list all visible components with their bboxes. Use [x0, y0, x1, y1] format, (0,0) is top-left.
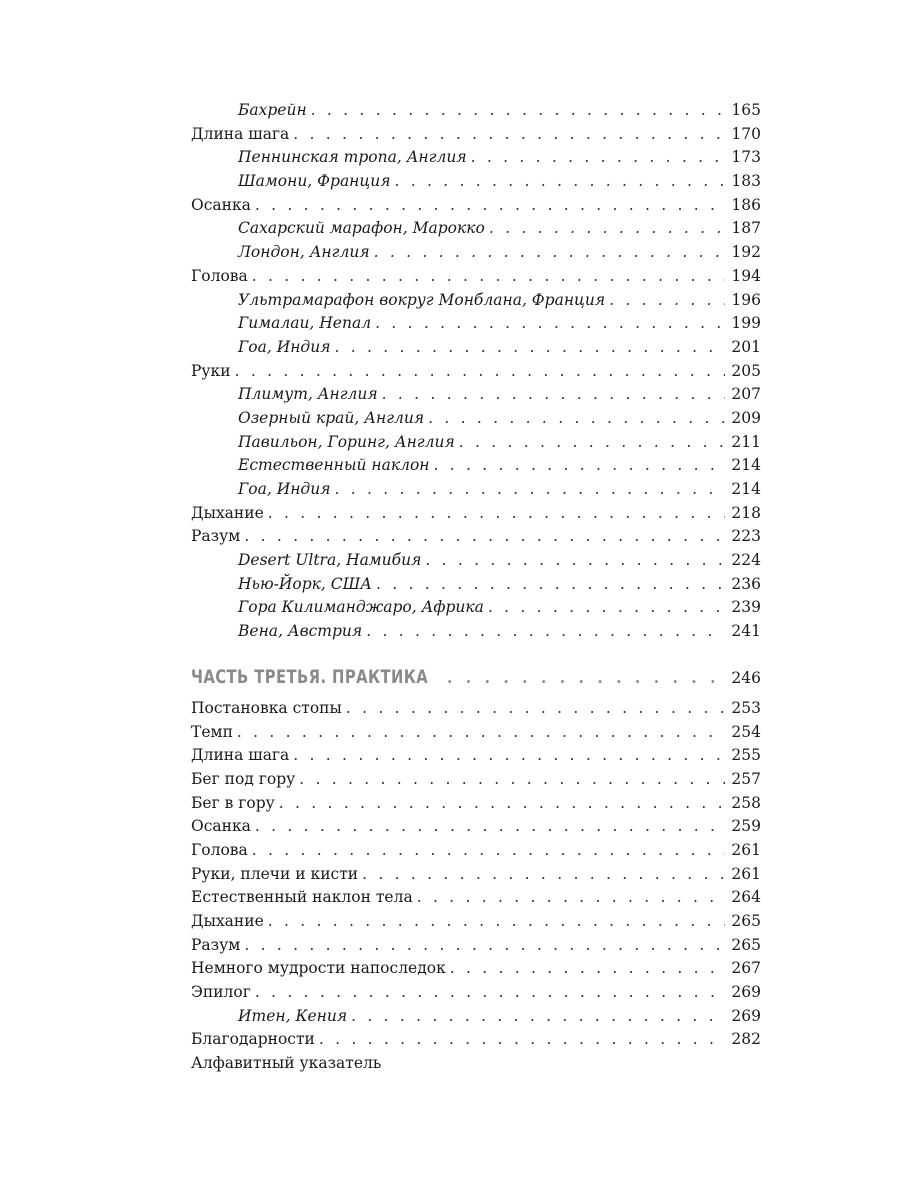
dot-leader	[488, 596, 725, 620]
toc-entry-page: 257	[731, 769, 761, 788]
part-heading-title: ЧАСТЬ ТРЕТЬЯ. ПРАКТИКА	[191, 665, 429, 688]
toc-entry[interactable]	[191, 768, 761, 792]
toc-section-part-two	[191, 99, 761, 644]
toc-entry-title: Руки, плечи и кисти	[191, 864, 359, 883]
dot-leader	[459, 431, 725, 455]
toc-entry-title: Длина шага	[191, 746, 290, 765]
dot-leader	[335, 336, 726, 360]
toc-entry[interactable]	[191, 525, 761, 549]
dot-leader	[382, 383, 725, 407]
toc-entry-page: 205	[731, 361, 761, 380]
toc-entry-page: 253	[731, 698, 761, 717]
toc-subentry[interactable]	[191, 573, 761, 597]
toc-entry-title: Осанка	[191, 817, 251, 836]
toc-entry[interactable]	[191, 360, 761, 384]
toc-entry-title: Дыхание	[191, 912, 264, 930]
toc-entry-page: 183	[731, 172, 761, 191]
toc-subentry[interactable]	[191, 549, 761, 573]
toc-subentry[interactable]	[191, 383, 761, 407]
toc-entry-title: Руки	[191, 361, 231, 380]
toc-entry-title: Шамони, Франция	[238, 172, 391, 191]
toc-entry[interactable]	[191, 1052, 761, 1076]
toc-entry-page: 239	[731, 598, 761, 617]
toc-entry-page: 269	[731, 1006, 761, 1025]
dot-leader	[293, 123, 725, 147]
dot-leader	[366, 620, 725, 644]
dot-leader	[335, 478, 726, 502]
toc-entry-title: Осанка	[191, 195, 251, 214]
part-heading-row[interactable]	[191, 663, 761, 691]
dot-leader	[375, 312, 725, 336]
toc-entry[interactable]	[191, 815, 761, 839]
toc-entry-page: 173	[731, 148, 761, 167]
dot-leader	[471, 146, 725, 170]
toc-entry-page: 261	[731, 840, 761, 859]
toc-entry-title: Бег в гору	[191, 793, 275, 812]
dot-leader	[425, 549, 725, 573]
toc-subentry[interactable]	[191, 170, 761, 194]
dot-leader	[299, 768, 725, 792]
toc-entry-title: Эпилог	[191, 983, 251, 1002]
dot-leader	[268, 502, 725, 526]
toc-entry-page: 218	[731, 503, 761, 522]
toc-entry-title: Немного мудрости напоследок	[191, 959, 446, 978]
toc-subentry[interactable]	[191, 99, 761, 123]
toc-entry-page: 254	[731, 722, 761, 741]
toc-subentry[interactable]	[191, 336, 761, 360]
toc-entry-page: 194	[731, 266, 761, 285]
toc-entry-title: Плимут, Англия	[238, 385, 378, 404]
toc-entry[interactable]	[191, 721, 761, 745]
toc-entry-title: Гора Килиманджаро, Африка	[238, 598, 484, 617]
toc-subentry[interactable]	[191, 478, 761, 502]
dot-leader	[255, 194, 725, 218]
toc-subentry[interactable]	[191, 596, 761, 620]
toc-entry-page: 261	[731, 864, 761, 883]
toc-entry-page: 214	[731, 456, 761, 475]
dot-leader	[244, 525, 725, 549]
toc-entry-page: 269	[731, 983, 761, 1002]
toc-entry-page: 192	[731, 243, 761, 262]
toc-entry-page: 265	[731, 935, 761, 954]
part-heading-page: 246	[731, 668, 761, 687]
dot-leader	[417, 886, 725, 910]
toc-entry[interactable]	[191, 123, 761, 147]
toc-entry[interactable]	[191, 697, 761, 721]
dot-leader	[319, 1028, 725, 1052]
toc-entry-title: Пеннинская тропа, Англия	[238, 148, 467, 167]
toc-subentry[interactable]	[191, 146, 761, 170]
toc-entry[interactable]	[191, 863, 761, 887]
toc-entry-page: 224	[731, 551, 761, 570]
toc-entry-title: Бег под гору	[191, 769, 296, 788]
dot-leader	[489, 217, 725, 241]
toc-entry-title: Гоа, Индия	[238, 337, 331, 356]
toc-subentry[interactable]	[191, 431, 761, 455]
toc-entry-title: Нью-Йорк, США	[238, 574, 373, 593]
dot-leader	[268, 910, 725, 934]
toc-entry-page: 255	[731, 746, 761, 765]
toc-entry-title: Голова	[191, 840, 248, 859]
toc-entry-page: 211	[731, 432, 761, 451]
toc-entry-page: 207	[731, 385, 761, 404]
toc-entry-title: Озерный край, Англия	[238, 408, 425, 427]
dot-leader	[255, 815, 725, 839]
dot-leader	[394, 170, 725, 194]
toc-entry-title: Павильон, Горинг, Англия	[238, 432, 455, 451]
toc-entry-title: Темп	[191, 722, 233, 741]
toc-entry-page: 170	[731, 124, 761, 143]
toc-entry-page: 264	[731, 888, 761, 907]
toc-subentry[interactable]	[191, 241, 761, 265]
dot-leader	[293, 744, 725, 768]
dot-leader	[450, 957, 725, 981]
toc-entry-title: Длина шага	[191, 124, 290, 143]
toc-entry[interactable]	[191, 981, 761, 1005]
toc-entry-page: 214	[731, 480, 761, 498]
dot-leader	[235, 360, 725, 384]
toc-entry-page: 186	[731, 195, 761, 214]
toc-entry-page: 258	[731, 793, 761, 812]
dot-leader	[252, 265, 725, 289]
toc-entry-title: Ультрамарафон вокруг Монблана, Франция	[238, 290, 606, 309]
toc-entry-title: Благодарности	[191, 1030, 315, 1049]
dot-leader	[244, 934, 725, 958]
toc-entry-title: Гоа, Индия	[238, 480, 331, 498]
toc-subentry[interactable]	[191, 620, 761, 644]
dot-leader	[311, 99, 725, 123]
toc-entry[interactable]	[191, 934, 761, 958]
toc-entry-title: Постановка стопы	[191, 698, 342, 717]
toc-entry[interactable]	[191, 839, 761, 863]
dot-leader	[237, 721, 725, 745]
toc-entry[interactable]	[191, 792, 761, 816]
toc-entry[interactable]	[191, 957, 761, 981]
table-of-contents	[191, 99, 761, 1076]
dot-leader	[346, 697, 725, 721]
toc-entry-title: Дыхание	[191, 503, 264, 522]
toc-entry-page: 259	[731, 817, 761, 836]
dot-leader	[428, 407, 725, 431]
dot-leader	[252, 839, 725, 863]
toc-subentry[interactable]	[191, 217, 761, 241]
toc-entry[interactable]	[191, 194, 761, 218]
dot-leader	[434, 454, 725, 478]
toc-entry[interactable]	[191, 744, 761, 768]
dot-leader	[447, 664, 725, 692]
toc-entry[interactable]	[191, 265, 761, 289]
toc-subentry[interactable]	[191, 407, 761, 431]
dot-leader	[374, 241, 725, 265]
toc-entry-page: 241	[731, 622, 761, 641]
toc-entry-title: Бахрейн	[238, 101, 307, 119]
dot-leader	[279, 792, 725, 816]
toc-entry-page: 199	[731, 314, 761, 333]
toc-entry-title: Вена, Австрия	[238, 622, 363, 641]
toc-subentry[interactable]	[191, 289, 761, 313]
toc-section-part-three	[191, 697, 761, 1076]
dot-leader	[609, 289, 725, 313]
toc-entry-title: Desert Ultra, Намибия	[238, 551, 422, 570]
toc-subentry[interactable]	[191, 312, 761, 336]
dot-leader	[255, 981, 725, 1005]
toc-entry-page: 209	[731, 408, 761, 427]
toc-entry[interactable]	[191, 910, 761, 934]
toc-entry[interactable]	[191, 502, 761, 526]
toc-entry-page: 282	[731, 1030, 761, 1049]
toc-entry[interactable]	[191, 886, 761, 910]
toc-entry-page: 223	[731, 527, 761, 546]
toc-entry-page: 265	[731, 912, 761, 930]
toc-entry-page: 165	[731, 101, 761, 119]
toc-entry-title: Алфавитный указатель	[191, 1054, 382, 1073]
toc-subentry[interactable]	[191, 1005, 761, 1029]
toc-entry-page: 201	[731, 337, 761, 356]
toc-entry-title: Естественный наклон	[238, 456, 430, 475]
toc-entry-page: 236	[731, 574, 761, 593]
toc-entry-title: Гималаи, Непал	[238, 314, 372, 333]
toc-entry-page: 196	[731, 290, 761, 309]
toc-entry-page: 267	[731, 959, 761, 978]
toc-entry-title: Лондон, Англия	[238, 243, 370, 262]
toc-entry-title: Итен, Кения	[238, 1006, 348, 1025]
toc-entry-title: Разум	[191, 935, 241, 954]
toc-entry-title: Разум	[191, 527, 241, 546]
dot-leader	[362, 863, 725, 887]
toc-entry-title: Естественный наклон тела	[191, 888, 413, 907]
dot-leader	[376, 573, 725, 597]
toc-entry-title: Голова	[191, 266, 248, 285]
dot-leader	[351, 1005, 725, 1029]
toc-entry[interactable]	[191, 1028, 761, 1052]
toc-entry-title: Сахарский марафон, Марокко	[238, 219, 485, 238]
toc-entry-page: 187	[731, 219, 761, 238]
toc-subentry[interactable]	[191, 454, 761, 478]
